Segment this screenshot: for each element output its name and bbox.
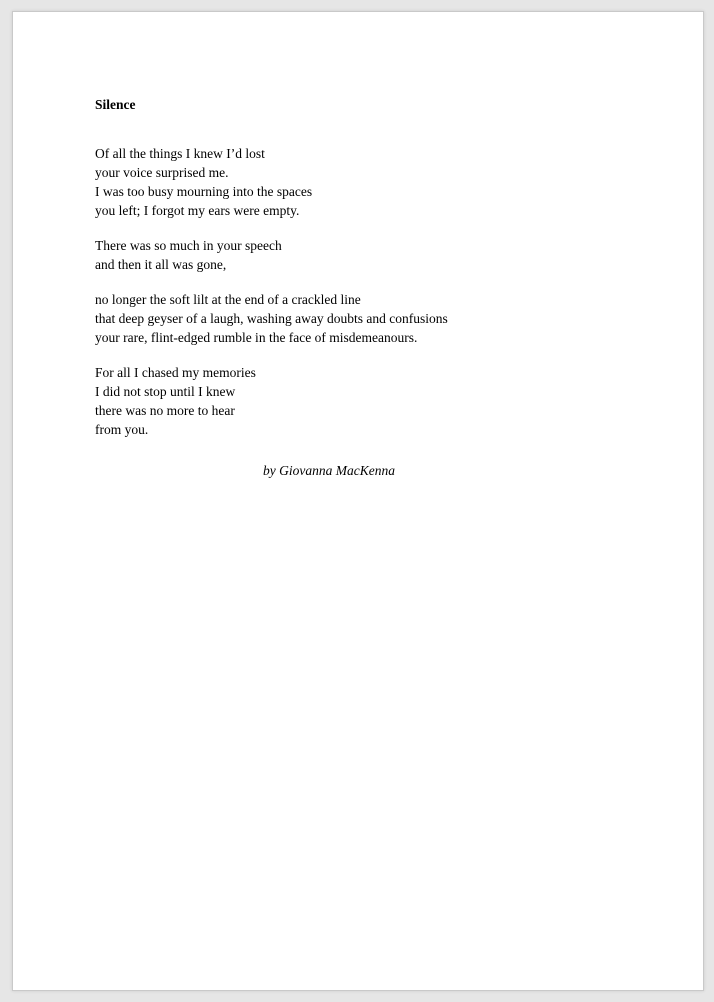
poem-body [95, 96, 655, 480]
poem-line: and then it all was gone, [95, 257, 227, 272]
stanza-1 [95, 144, 655, 220]
poem-title: Silence [95, 97, 136, 112]
poem-line: I did not stop until I knew [95, 384, 236, 399]
poem-line: I was too busy mourning into the spaces [95, 184, 313, 199]
poem-line: your voice surprised me. [95, 165, 229, 180]
poem-line: from you. [95, 422, 149, 437]
poem-line: that deep geyser of a laugh, washing away doubts and confusions [95, 311, 448, 326]
stanza-3 [95, 290, 655, 347]
poem-line: you left; I forgot my ears were empty. [95, 203, 300, 218]
poem-line: no longer the soft lilt at the end of a crackled line [95, 292, 361, 307]
poem-line: there was no more to hear [95, 403, 235, 418]
document-page [12, 11, 704, 991]
poem-byline: by Giovanna MacKenna [263, 463, 395, 478]
stanza-2 [95, 236, 655, 274]
poem-line: For all I chased my memories [95, 365, 256, 380]
stanza-4 [95, 363, 655, 439]
poem-line: There was so much in your speech [95, 238, 282, 253]
poem-line: your rare, flint-edged rumble in the face of misdemeanours. [95, 330, 418, 345]
poem-line: Of all the things I knew I’d lost [95, 146, 265, 161]
